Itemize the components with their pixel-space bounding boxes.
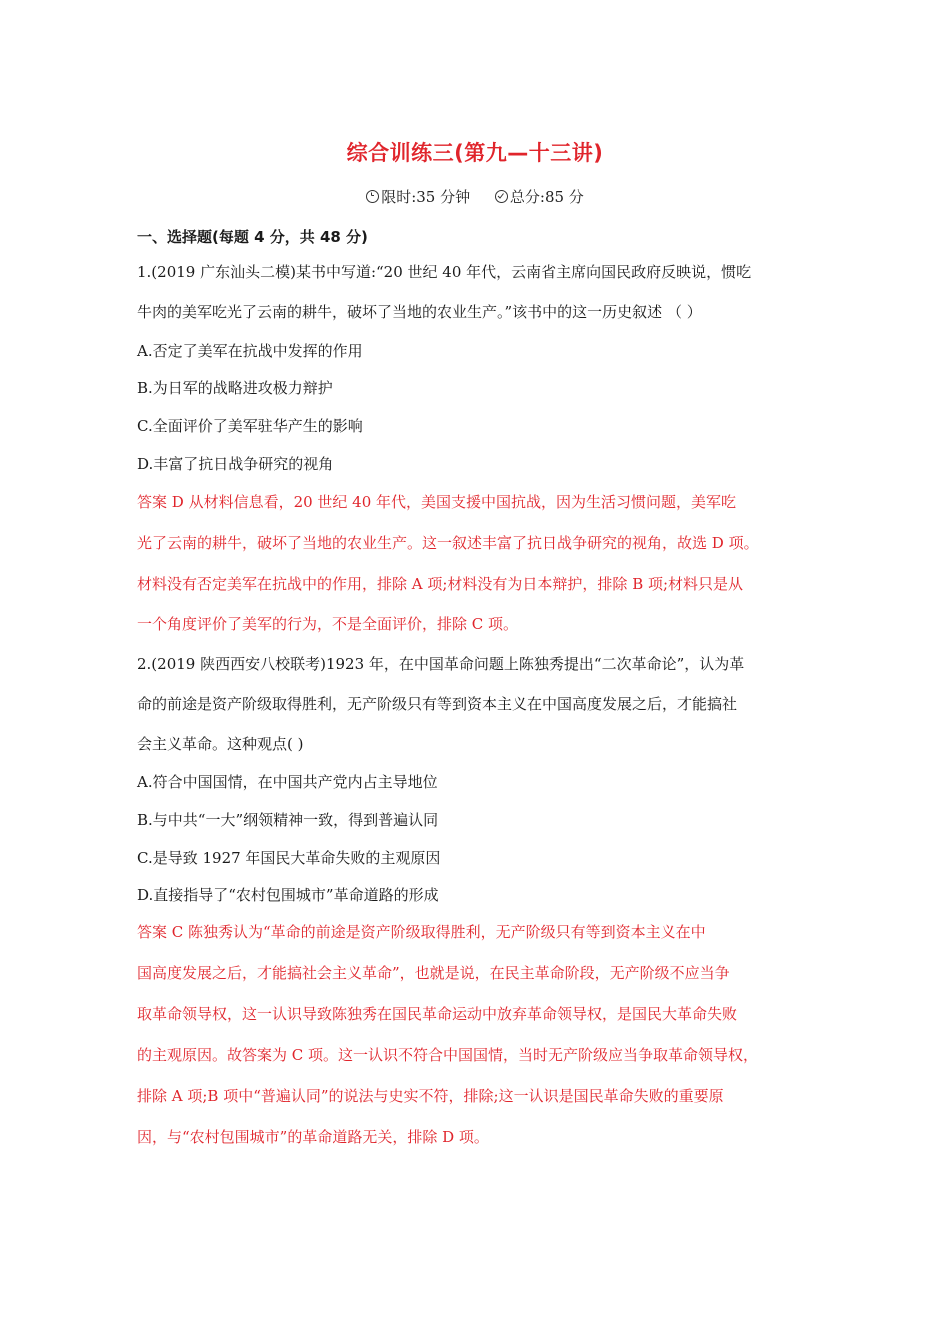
question-2-answer-line-5: 排除 A 项;B 项中“普遍认同”的说法与史实不符，排除;这一认识是国民革命失败的重要原 xyxy=(137,1087,724,1105)
question-2-answer-line-1: 答案 C 陈独秀认为“革命的前途是资产阶级取得胜利，无产阶级只有等到资本主义在中 xyxy=(137,923,706,941)
question-2-answer-line-4: 的主观原因。故答案为 C 项。这一认识不符合中国国情，当时无产阶级应当争取革命领导权， xyxy=(137,1046,759,1064)
exam-meta xyxy=(0,186,950,207)
clock-icon xyxy=(366,190,379,203)
question-1-answer-line-2: 光了云南的耕牛，破坏了当地的农业生产。这一叙述丰富了抗日战争研究的视角，故选 D 项。 xyxy=(137,534,759,552)
question-2-stem-line-3: 会主义革命。这种观点( ) xyxy=(137,735,304,753)
question-1-answer-line-3: 材料没有否定美军在抗战中的作用，排除 A 项;材料没有为日本辩护，排除 B 项;材料只是从 xyxy=(137,575,744,593)
time-limit xyxy=(366,186,470,207)
question-2-option-b: B.与中共“一大”纲领精神一致，得到普遍认同 xyxy=(137,811,439,829)
check-circle-icon xyxy=(495,190,508,203)
question-1-option-c: C.全面评价了美军驻华产生的影响 xyxy=(137,417,363,435)
page-title: 综合训练三(第九—十三讲) xyxy=(346,141,604,165)
total-score-label: 总分:85 分 xyxy=(509,188,584,206)
question-2-stem-line-1: 2.(2019 陕西西安八校联考)1923 年，在中国革命问题上陈独秀提出“二次革命论”，认为革 xyxy=(137,655,745,673)
question-2-option-d: D.直接指导了“农村包围城市”革命道路的形成 xyxy=(137,886,439,904)
question-1-stem-line-2: 牛肉的美军吃光了云南的耕牛，破坏了当地的农业生产。”该书中的这一历史叙述 （ ） xyxy=(137,303,702,321)
question-2-answer-line-6: 因，与“农村包围城市”的革命道路无关，排除 D 项。 xyxy=(137,1128,489,1146)
time-limit-label: 限时:35 分钟 xyxy=(381,188,471,206)
question-2-answer-line-2: 国高度发展之后，才能搞社会主义革命”，也就是说，在民主革命阶段，无产阶级不应当争 xyxy=(137,964,730,982)
question-1-stem-line-1: 1.(2019 广东汕头二模)某书中写道:“20 世纪 40 年代，云南省主席向国民政府反映说，惯吃 xyxy=(137,263,752,281)
question-1-answer-line-4: 一个角度评价了美军的行为，不是全面评价，排除 C 项。 xyxy=(137,615,519,633)
question-1-answer-line-1: 答案 D 从材料信息看，20 世纪 40 年代，美国支援中国抗战，因为生活习惯问题，美军吃 xyxy=(137,493,737,511)
question-1-option-a: A.否定了美军在抗战中发挥的作用 xyxy=(137,342,363,360)
question-2-option-c: C.是导致 1927 年国民大革命失败的主观原因 xyxy=(137,849,441,867)
question-2-stem-line-2: 命的前途是资产阶级取得胜利，无产阶级只有等到资本主义在中国高度发展之后，才能搞社 xyxy=(137,695,738,713)
question-2-option-a: A.符合中国国情，在中国共产党内占主导地位 xyxy=(137,773,438,791)
question-1-option-b: B.为日军的战略进攻极力辩护 xyxy=(137,379,333,397)
question-1-option-d: D.丰富了抗日战争研究的视角 xyxy=(137,455,334,473)
section-title: 一、选择题(每题 4 分，共 48 分) xyxy=(137,228,368,246)
question-2-answer-line-3: 取革命领导权，这一认识导致陈独秀在国民革命运动中放弃革命领导权，是国民大革命失败 xyxy=(137,1005,738,1023)
total-score xyxy=(495,186,584,207)
